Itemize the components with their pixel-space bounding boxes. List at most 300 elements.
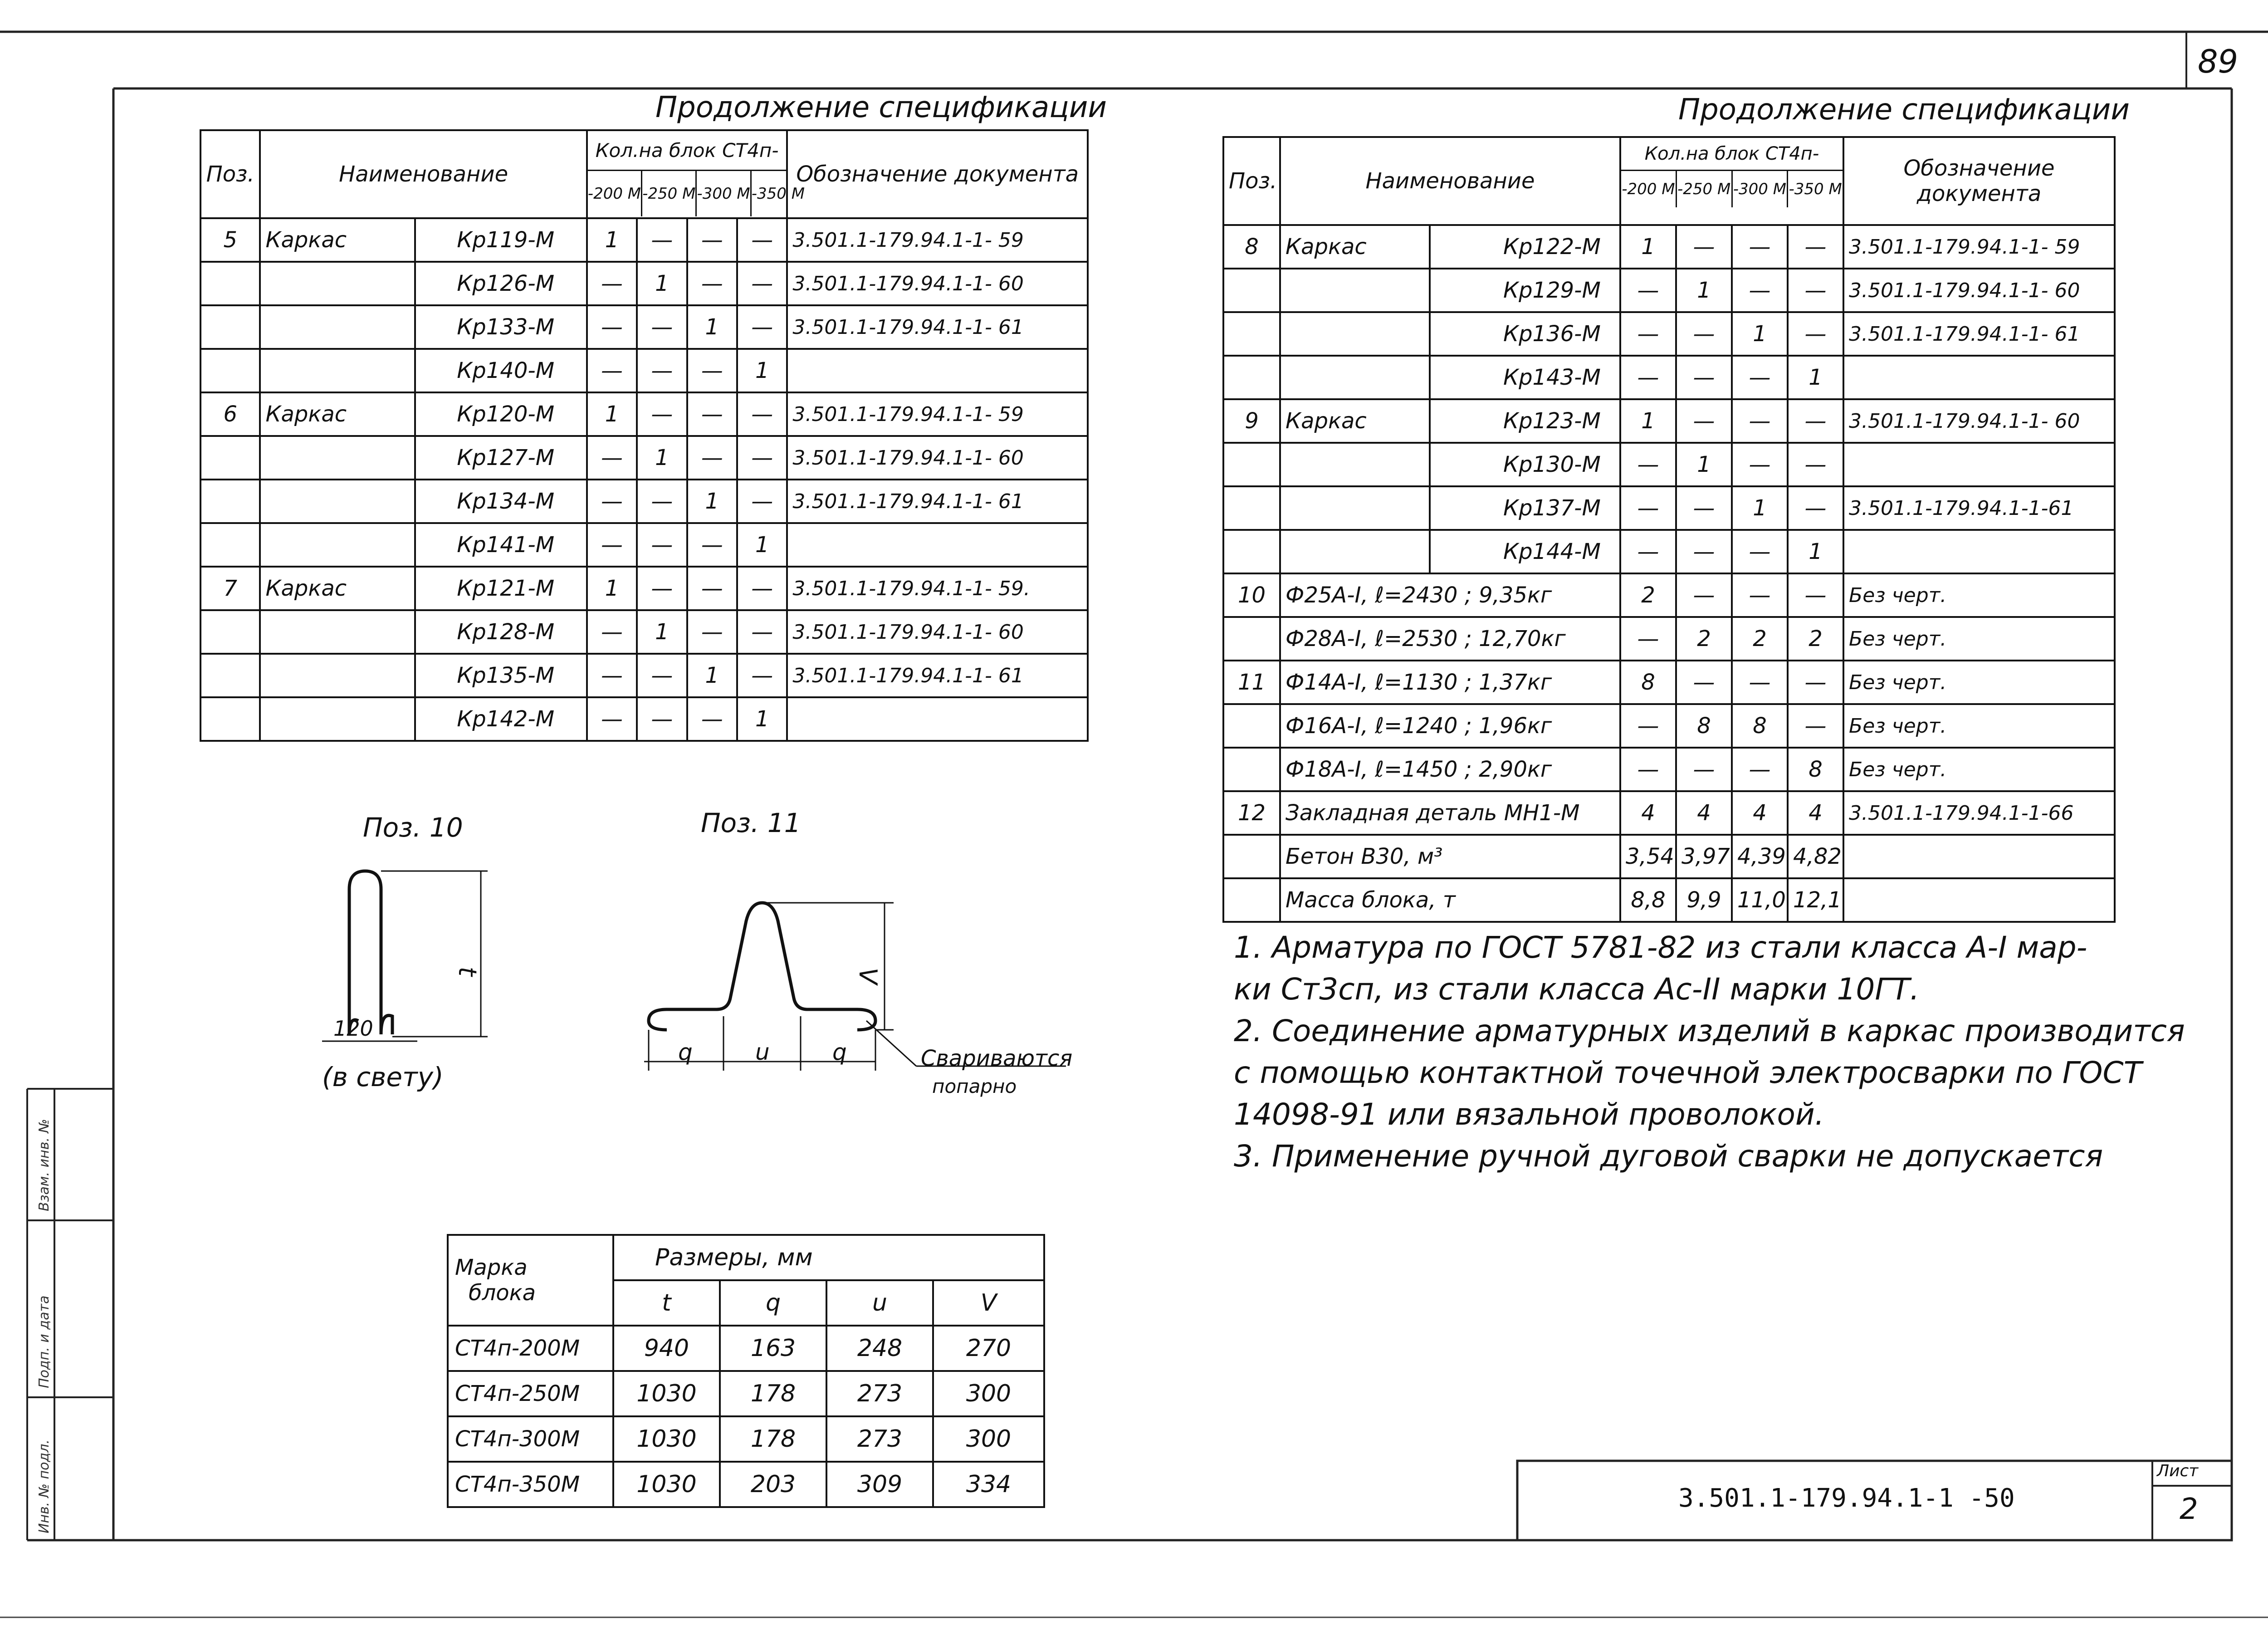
dims-value: 334 bbox=[933, 1462, 1044, 1507]
dims-value: 940 bbox=[613, 1326, 720, 1371]
table-row bbox=[1223, 399, 2115, 443]
cell-qty: — bbox=[687, 262, 737, 305]
header-sub: -300 М bbox=[695, 171, 750, 216]
cell-qty: 4 bbox=[1620, 791, 1676, 835]
dims-value: 273 bbox=[826, 1416, 933, 1462]
cell-qty: — bbox=[1620, 443, 1676, 486]
cell-name bbox=[260, 610, 415, 654]
cell-qty: — bbox=[687, 436, 737, 480]
cell-qty: — bbox=[1788, 443, 1843, 486]
cell-name: Каркас bbox=[1280, 225, 1430, 269]
pos11-dim-q2: q bbox=[832, 1039, 847, 1065]
dims-value: 163 bbox=[720, 1326, 826, 1371]
cell-doc: 3.501.1-179.94.1-1- 60 bbox=[787, 262, 1088, 305]
table-row bbox=[1223, 530, 2115, 573]
cell-qty: 1 bbox=[1732, 312, 1788, 356]
cell-doc bbox=[1843, 878, 2115, 922]
table-row bbox=[200, 305, 1088, 349]
cell-mark: Кр144-М bbox=[1430, 530, 1620, 573]
cell-mark: Кр141-М bbox=[415, 523, 587, 567]
cell-qty: — bbox=[1732, 399, 1788, 443]
dims-row bbox=[448, 1462, 1044, 1507]
cell-qty: — bbox=[1732, 748, 1788, 791]
table-row bbox=[200, 436, 1088, 480]
cell-qty: — bbox=[687, 523, 737, 567]
cell-pos bbox=[200, 610, 260, 654]
cell-pos bbox=[200, 697, 260, 741]
note-line: 1. Арматура по ГОСТ 5781-82 из стали класса А-I мар- bbox=[1234, 930, 2087, 965]
cell-qty: — bbox=[1788, 661, 1843, 704]
dims-value: 300 bbox=[933, 1371, 1044, 1416]
dims-row bbox=[448, 1371, 1044, 1416]
cell-qty: 1 bbox=[1620, 225, 1676, 269]
cell-pos bbox=[1223, 269, 1280, 312]
pos11-dim-v: V bbox=[853, 968, 882, 984]
cell-mark: Кр126-М bbox=[415, 262, 587, 305]
document-code: 3.501.1-179.94.1-1 -50 bbox=[1678, 1483, 2015, 1513]
cell-pos bbox=[1223, 486, 1280, 530]
cell-name bbox=[1280, 530, 1430, 573]
cell-name bbox=[260, 697, 415, 741]
cell-mark: Кр136-М bbox=[1430, 312, 1620, 356]
dims-col-v: V bbox=[933, 1280, 1044, 1326]
cell-qty: 1 bbox=[587, 567, 637, 610]
header-doc: Обозначение документа bbox=[787, 130, 1088, 218]
cell-qty: — bbox=[1620, 617, 1676, 661]
pos11-title: Поз. 11 bbox=[701, 808, 801, 838]
table-row bbox=[1223, 617, 2115, 661]
cell-qty: — bbox=[1676, 312, 1732, 356]
cell-qty: — bbox=[1788, 704, 1843, 748]
cell-doc bbox=[1843, 835, 2115, 878]
dims-col-t: t bbox=[613, 1280, 720, 1326]
cell-pos bbox=[200, 305, 260, 349]
cell-mark: Кр143-М bbox=[1430, 356, 1620, 399]
header-qty: Кол.на блок СТ4п- -200 М -250 М -300 М -350 М bbox=[1620, 137, 1843, 225]
cell-qty: — bbox=[637, 697, 687, 741]
cell-mark: Кр127-М bbox=[415, 436, 587, 480]
cell-qty: 2 bbox=[1732, 617, 1788, 661]
cell-qty: — bbox=[687, 697, 737, 741]
cell-qty: — bbox=[1620, 530, 1676, 573]
header-name: Наименование bbox=[260, 130, 587, 218]
cell-qty: — bbox=[1620, 269, 1676, 312]
cell-qty: 4,82 bbox=[1788, 835, 1843, 878]
cell-pos: 9 bbox=[1223, 399, 1280, 443]
cell-name bbox=[260, 349, 415, 392]
cell-mark: Кр142-М bbox=[415, 697, 587, 741]
right-spec-table bbox=[1222, 136, 2116, 923]
cell-qty: — bbox=[687, 349, 737, 392]
cell-mark: Кр140-М bbox=[415, 349, 587, 392]
cell-doc: 3.501.1-179.94.1-1- 61 bbox=[787, 654, 1088, 697]
cell-doc: Без черт. bbox=[1843, 704, 2115, 748]
cell-qty: 8 bbox=[1676, 704, 1732, 748]
pos11-weld-note: Свариваются bbox=[921, 1046, 1073, 1071]
cell-pos bbox=[200, 654, 260, 697]
table-row bbox=[1223, 704, 2115, 748]
cell-qty: — bbox=[637, 392, 687, 436]
cell-qty: — bbox=[1676, 486, 1732, 530]
pos11-dim-q1: q bbox=[678, 1039, 693, 1065]
cell-name: Масса блока, т bbox=[1280, 878, 1620, 922]
cell-qty: — bbox=[637, 480, 687, 523]
cell-name: Каркас bbox=[1280, 399, 1430, 443]
left-table-caption: Продолжение спецификации bbox=[655, 91, 1107, 124]
table-row bbox=[1223, 269, 2115, 312]
cell-doc: 3.501.1-179.94.1-1- 61 bbox=[787, 305, 1088, 349]
cell-qty: 1 bbox=[1788, 530, 1843, 573]
cell-pos bbox=[1223, 835, 1280, 878]
stamp-inventory: Инв. № подл. bbox=[36, 1439, 52, 1533]
cell-qty: — bbox=[737, 305, 787, 349]
cell-doc: 3.501.1-179.94.1-1- 60 bbox=[1843, 399, 2115, 443]
cell-qty: — bbox=[1676, 356, 1732, 399]
cell-qty: 8 bbox=[1620, 661, 1676, 704]
dims-mark: СТ4п-350М bbox=[448, 1462, 613, 1507]
table-row bbox=[200, 262, 1088, 305]
left-spec-table bbox=[200, 129, 1089, 742]
cell-qty: — bbox=[1788, 312, 1843, 356]
cell-qty: — bbox=[737, 218, 787, 262]
cell-doc bbox=[1843, 356, 2115, 399]
cell-mark: Кр121-М bbox=[415, 567, 587, 610]
table-row bbox=[1223, 791, 2115, 835]
header-sub: -350 М bbox=[1787, 171, 1843, 207]
cell-qty: 1 bbox=[737, 349, 787, 392]
cell-mark: Кр135-М bbox=[415, 654, 587, 697]
cell-qty: — bbox=[1676, 573, 1732, 617]
table-row bbox=[200, 480, 1088, 523]
cell-qty: 3,54 bbox=[1620, 835, 1676, 878]
header-sub: -250 М bbox=[641, 171, 695, 216]
cell-pos bbox=[200, 523, 260, 567]
dims-value: 270 bbox=[933, 1326, 1044, 1371]
cell-mark: Кр119-М bbox=[415, 218, 587, 262]
cell-qty: — bbox=[587, 610, 637, 654]
pos11-dim-u: u bbox=[755, 1039, 770, 1065]
dims-mark: СТ4п-300М bbox=[448, 1416, 613, 1462]
cell-pos bbox=[1223, 878, 1280, 922]
cell-mark: Кр122-М bbox=[1430, 225, 1620, 269]
table-row bbox=[200, 654, 1088, 697]
cell-name: Ф14А-I, ℓ=1130 ; 1,37кг bbox=[1280, 661, 1620, 704]
cell-mark: Кр130-М bbox=[1430, 443, 1620, 486]
cell-name bbox=[260, 480, 415, 523]
cell-qty: — bbox=[1732, 573, 1788, 617]
note-line: 14098-91 или вязальной проволокой. bbox=[1234, 1097, 1824, 1132]
cell-name: Каркас bbox=[260, 392, 415, 436]
cell-doc: Без черт. bbox=[1843, 748, 2115, 791]
pos11-weld-note2: попарно bbox=[932, 1075, 1017, 1097]
dims-value: 248 bbox=[826, 1326, 933, 1371]
cell-qty: — bbox=[1732, 661, 1788, 704]
cell-pos bbox=[1223, 748, 1280, 791]
cell-qty: 4 bbox=[1732, 791, 1788, 835]
dims-head-mark: Марка блока bbox=[448, 1235, 613, 1326]
header-pos: Поз. bbox=[200, 130, 260, 218]
cell-name: Ф18А-I, ℓ=1450 ; 2,90кг bbox=[1280, 748, 1620, 791]
cell-qty: — bbox=[687, 392, 737, 436]
table-row bbox=[1223, 835, 2115, 878]
cell-qty: — bbox=[1620, 704, 1676, 748]
cell-qty: — bbox=[1620, 748, 1676, 791]
cell-pos bbox=[200, 262, 260, 305]
cell-qty: — bbox=[587, 436, 637, 480]
dims-value: 1030 bbox=[613, 1371, 720, 1416]
cell-pos bbox=[1223, 443, 1280, 486]
cell-qty: 1 bbox=[687, 305, 737, 349]
cell-qty: — bbox=[1620, 312, 1676, 356]
header-sub: -300 М bbox=[1731, 171, 1787, 207]
cell-mark: Кр129-М bbox=[1430, 269, 1620, 312]
cell-doc: 3.501.1-179.94.1-1- 59 bbox=[787, 392, 1088, 436]
cell-qty: — bbox=[1620, 486, 1676, 530]
cell-qty: 1 bbox=[1788, 356, 1843, 399]
stamp-signature: Подп. и дата bbox=[36, 1295, 52, 1388]
cell-mark: Кр128-М bbox=[415, 610, 587, 654]
note-line: ки Ст3сп, из стали класса Ас-II марки 10ГТ. bbox=[1234, 972, 1920, 1007]
cell-qty: 4 bbox=[1788, 791, 1843, 835]
dims-value: 178 bbox=[720, 1371, 826, 1416]
cell-qty: — bbox=[587, 349, 637, 392]
cell-qty: — bbox=[637, 654, 687, 697]
cell-doc: 3.501.1-179.94.1-1- 61 bbox=[787, 480, 1088, 523]
cell-qty: — bbox=[1732, 269, 1788, 312]
cell-qty: 12,1 bbox=[1788, 878, 1843, 922]
dims-value: 1030 bbox=[613, 1462, 720, 1507]
cell-qty: 1 bbox=[737, 697, 787, 741]
cell-name: Каркас bbox=[260, 567, 415, 610]
cell-name bbox=[260, 436, 415, 480]
cell-qty: 1 bbox=[737, 523, 787, 567]
cell-doc: 3.501.1-179.94.1-1-61 bbox=[1843, 486, 2115, 530]
table-row bbox=[1223, 748, 2115, 791]
cell-doc bbox=[787, 523, 1088, 567]
table-row bbox=[200, 392, 1088, 436]
cell-qty: — bbox=[737, 436, 787, 480]
cell-qty: — bbox=[737, 262, 787, 305]
header-pos: Поз. bbox=[1223, 137, 1280, 225]
cell-qty: — bbox=[737, 480, 787, 523]
list-number: 2 bbox=[2180, 1493, 2198, 1526]
cell-qty: — bbox=[1620, 356, 1676, 399]
cell-qty: 1 bbox=[1676, 269, 1732, 312]
cell-qty: 1 bbox=[687, 654, 737, 697]
cell-qty: — bbox=[1732, 225, 1788, 269]
cell-qty: — bbox=[737, 392, 787, 436]
cell-qty: — bbox=[687, 218, 737, 262]
note-line: 2. Соединение арматурных изделий в каркас производится bbox=[1234, 1013, 2185, 1048]
dims-mark: СТ4п-200М bbox=[448, 1326, 613, 1371]
cell-doc bbox=[787, 349, 1088, 392]
table-row bbox=[200, 349, 1088, 392]
cell-mark: Кр133-М bbox=[415, 305, 587, 349]
cell-pos bbox=[1223, 312, 1280, 356]
cell-name bbox=[260, 262, 415, 305]
pos10-dim-t: t bbox=[453, 966, 482, 977]
table-row bbox=[200, 567, 1088, 610]
cell-pos bbox=[1223, 530, 1280, 573]
cell-qty: — bbox=[1676, 225, 1732, 269]
cell-qty: 2 bbox=[1788, 617, 1843, 661]
cell-qty: 3,97 bbox=[1676, 835, 1732, 878]
dims-value: 309 bbox=[826, 1462, 933, 1507]
dims-value: 273 bbox=[826, 1371, 933, 1416]
dims-mark: СТ4п-250М bbox=[448, 1371, 613, 1416]
cell-qty: — bbox=[587, 697, 637, 741]
sheet-number: 89 bbox=[2198, 43, 2239, 80]
cell-pos: 12 bbox=[1223, 791, 1280, 835]
cell-pos: 5 bbox=[200, 218, 260, 262]
dims-col-u: u bbox=[826, 1280, 933, 1326]
cell-qty: — bbox=[1732, 530, 1788, 573]
table-row bbox=[1223, 661, 2115, 704]
cell-qty: — bbox=[1676, 530, 1732, 573]
cell-pos bbox=[1223, 617, 1280, 661]
cell-doc: 3.501.1-179.94.1-1- 59 bbox=[787, 218, 1088, 262]
header-name: Наименование bbox=[1280, 137, 1620, 225]
cell-qty: — bbox=[737, 654, 787, 697]
cell-doc bbox=[1843, 443, 2115, 486]
cell-doc: Без черт. bbox=[1843, 617, 2115, 661]
header-sub: -200 М bbox=[587, 185, 641, 203]
cell-qty: — bbox=[587, 305, 637, 349]
cell-qty: 4,39 bbox=[1732, 835, 1788, 878]
cell-doc: 3.501.1-179.94.1-1- 60 bbox=[787, 610, 1088, 654]
cell-qty: 11,0 bbox=[1732, 878, 1788, 922]
cell-qty: 1 bbox=[587, 392, 637, 436]
dims-head-sizes: Размеры, мм bbox=[613, 1235, 1044, 1280]
dims-value: 300 bbox=[933, 1416, 1044, 1462]
cell-doc: Без черт. bbox=[1843, 661, 2115, 704]
dims-row bbox=[448, 1416, 1044, 1462]
cell-qty: 1 bbox=[1620, 399, 1676, 443]
cell-qty: — bbox=[637, 218, 687, 262]
cell-qty: — bbox=[1676, 748, 1732, 791]
cell-qty: — bbox=[687, 567, 737, 610]
cell-name: Каркас bbox=[260, 218, 415, 262]
dims-value: 203 bbox=[720, 1462, 826, 1507]
cell-doc: 3.501.1-179.94.1-1- 60 bbox=[787, 436, 1088, 480]
cell-mark: Кр134-М bbox=[415, 480, 587, 523]
cell-name: Ф25А-I, ℓ=2430 ; 9,35кг bbox=[1280, 573, 1620, 617]
cell-qty: — bbox=[1788, 269, 1843, 312]
list-label: Лист bbox=[2157, 1462, 2199, 1480]
cell-qty: — bbox=[1676, 399, 1732, 443]
cell-name bbox=[1280, 443, 1430, 486]
note-line: с помощью контактной точечной электросварки по ГОСТ bbox=[1234, 1055, 2142, 1090]
cell-name bbox=[260, 654, 415, 697]
cell-qty: — bbox=[1788, 399, 1843, 443]
table-row bbox=[200, 218, 1088, 262]
cell-pos bbox=[200, 436, 260, 480]
cell-qty: 8,8 bbox=[1620, 878, 1676, 922]
table-row bbox=[1223, 573, 2115, 617]
cell-doc: 3.501.1-179.94.1-1-66 bbox=[1843, 791, 2115, 835]
pos10-gap-note: (в свету) bbox=[322, 1062, 444, 1092]
table-row bbox=[200, 697, 1088, 741]
cell-qty: 1 bbox=[637, 610, 687, 654]
cell-pos: 8 bbox=[1223, 225, 1280, 269]
cell-pos bbox=[1223, 356, 1280, 399]
cell-pos: 6 bbox=[200, 392, 260, 436]
cell-name bbox=[260, 523, 415, 567]
cell-qty: — bbox=[637, 349, 687, 392]
pos10-title: Поз. 10 bbox=[363, 812, 463, 843]
cell-qty: — bbox=[637, 523, 687, 567]
cell-qty: — bbox=[1788, 486, 1843, 530]
cell-qty: — bbox=[1788, 225, 1843, 269]
cell-name: Ф28А-I, ℓ=2530 ; 12,70кг bbox=[1280, 617, 1620, 661]
cell-name: Бетон В30, м³ bbox=[1280, 835, 1620, 878]
header-sub: -200 М bbox=[1622, 180, 1675, 198]
cell-name: Закладная деталь МН1-М bbox=[1280, 791, 1620, 835]
header-qty: Кол.на блок СТ4п- -200 М -250 М -300 М -350 М bbox=[587, 130, 787, 218]
cell-qty: — bbox=[637, 567, 687, 610]
cell-qty: 9,9 bbox=[1676, 878, 1732, 922]
cell-qty: — bbox=[737, 567, 787, 610]
header-sub: -250 М bbox=[1676, 171, 1731, 207]
cell-qty: 1 bbox=[587, 218, 637, 262]
cell-pos bbox=[200, 480, 260, 523]
cell-mark: Кр137-М bbox=[1430, 486, 1620, 530]
table-row bbox=[200, 610, 1088, 654]
cell-pos: 7 bbox=[200, 567, 260, 610]
dims-col-q: q bbox=[720, 1280, 826, 1326]
cell-qty: 4 bbox=[1676, 791, 1732, 835]
table-row bbox=[1223, 878, 2115, 922]
table-row bbox=[1223, 486, 2115, 530]
cell-qty: — bbox=[587, 262, 637, 305]
cell-qty: 1 bbox=[1676, 443, 1732, 486]
note-line: 3. Применение ручной дуговой сварки не допускается bbox=[1234, 1139, 2103, 1174]
cell-doc bbox=[787, 697, 1088, 741]
dims-row bbox=[448, 1326, 1044, 1371]
table-row bbox=[1223, 312, 2115, 356]
cell-name bbox=[260, 305, 415, 349]
cell-name bbox=[1280, 312, 1430, 356]
right-table-caption: Продолжение спецификации bbox=[1678, 93, 2130, 127]
cell-qty: 1 bbox=[687, 480, 737, 523]
cell-pos: 11 bbox=[1223, 661, 1280, 704]
cell-qty: — bbox=[1732, 356, 1788, 399]
cell-doc bbox=[1843, 530, 2115, 573]
cell-pos bbox=[200, 349, 260, 392]
cell-qty: — bbox=[587, 654, 637, 697]
header-doc: Обозначение документа bbox=[1843, 137, 2115, 225]
cell-qty: — bbox=[1732, 443, 1788, 486]
cell-qty: — bbox=[637, 305, 687, 349]
dims-value: 178 bbox=[720, 1416, 826, 1462]
cell-doc: 3.501.1-179.94.1-1- 59 bbox=[1843, 225, 2115, 269]
cell-qty: — bbox=[1676, 661, 1732, 704]
header-sub: -350 М bbox=[750, 171, 805, 216]
table-row bbox=[1223, 356, 2115, 399]
cell-pos bbox=[1223, 704, 1280, 748]
cell-doc: 3.501.1-179.94.1-1- 60 bbox=[1843, 269, 2115, 312]
cell-doc: Без черт. bbox=[1843, 573, 2115, 617]
cell-qty: — bbox=[1788, 573, 1843, 617]
dimensions-table bbox=[447, 1234, 1045, 1508]
cell-qty: 2 bbox=[1676, 617, 1732, 661]
cell-qty: — bbox=[687, 610, 737, 654]
cell-name bbox=[1280, 269, 1430, 312]
cell-qty: 1 bbox=[637, 436, 687, 480]
cell-qty: 2 bbox=[1620, 573, 1676, 617]
table-row bbox=[1223, 443, 2115, 486]
cell-qty: — bbox=[587, 480, 637, 523]
